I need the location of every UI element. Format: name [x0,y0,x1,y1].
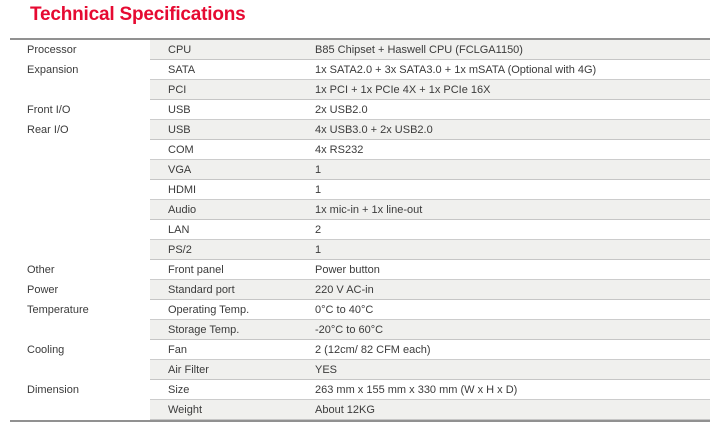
spec-row [10,260,710,280]
row-band [150,200,710,220]
value-cell: YES [315,364,338,376]
value-cell: 1x PCI + 1x PCIe 4X + 1x PCIe 16X [315,84,491,96]
value-cell: B85 Chipset + Haswell CPU (FCLGA1150) [315,44,523,56]
row-band [150,340,710,360]
page-title: Technical Specifications [30,4,246,25]
item-cell: COM [168,144,194,156]
item-cell: Audio [168,204,197,216]
value-cell: 1x mic-in + 1x line-out [315,204,423,216]
category-cell [10,400,150,420]
category-cell: Expansion [10,60,150,80]
row-band [150,240,710,260]
row-band [150,160,710,180]
item-cell: CPU [168,44,192,56]
item-cell: PCI [168,84,187,96]
spec-row [10,340,710,360]
item-cell: Storage Temp. [168,324,240,336]
spec-row [10,280,710,300]
row-band [150,360,710,380]
value-cell: 4x RS232 [315,144,364,156]
category-cell: Dimension [10,380,150,400]
category-cell [10,140,150,160]
item-cell: LAN [168,224,190,236]
spec-row [10,240,710,260]
spec-row [10,100,710,120]
value-cell: 0°C to 40°C [315,304,374,316]
value-cell: 220 V AC-in [315,284,374,296]
row-band [150,260,710,280]
spec-row [10,300,710,320]
item-cell: Fan [168,344,187,356]
spec-table [10,38,710,422]
category-cell [10,180,150,200]
category-cell [10,360,150,380]
value-cell: 1 [315,244,322,256]
item-cell: USB [168,124,191,136]
row-band [150,120,710,140]
row-band [150,40,710,60]
value-cell: 2 [315,224,322,236]
row-band [150,80,710,100]
spec-row [10,120,710,140]
item-cell: Air Filter [168,364,209,376]
value-cell: 1x SATA2.0 + 3x SATA3.0 + 1x mSATA (Optional with 4G) [315,64,597,76]
category-cell [10,200,150,220]
spec-row [10,220,710,240]
value-cell: 1 [315,164,322,176]
category-cell: Processor [10,40,150,60]
item-cell: Operating Temp. [168,304,250,316]
value-cell: 4x USB3.0 + 2x USB2.0 [315,124,433,136]
value-cell: 2 (12cm/ 82 CFM each) [315,344,431,356]
value-cell: About 12KG [315,404,375,416]
spec-row [10,320,710,340]
category-cell [10,320,150,340]
spec-row [10,180,710,200]
category-cell: Power [10,280,150,300]
spec-row [10,80,710,100]
category-cell [10,80,150,100]
value-cell: -20°C to 60°C [315,324,384,336]
value-cell: Power button [315,264,380,276]
item-cell: USB [168,104,191,116]
spec-row [10,360,710,380]
category-cell: Cooling [10,340,150,360]
spec-row [10,40,710,60]
spec-row [10,160,710,180]
spec-row [10,200,710,220]
row-band [150,220,710,240]
item-cell: Size [168,384,190,396]
category-cell [10,240,150,260]
spec-row [10,140,710,160]
spec-row [10,60,710,80]
category-cell: Front I/O [10,100,150,120]
row-band [150,300,710,320]
item-cell: VGA [168,164,192,176]
row-band [150,280,710,300]
category-cell: Other [10,260,150,280]
item-cell: HDMI [168,184,197,196]
category-cell: Rear I/O [10,120,150,140]
item-cell: PS/2 [168,244,192,256]
spec-row [10,380,710,400]
item-cell: Weight [168,404,203,416]
item-cell: Front panel [168,264,224,276]
category-cell [10,160,150,180]
row-band [150,400,710,420]
row-band [150,60,710,80]
row-band [150,320,710,340]
row-band [150,180,710,200]
value-cell: 1 [315,184,322,196]
category-cell [10,220,150,240]
item-cell: SATA [168,64,196,76]
value-cell: 263 mm x 155 mm x 330 mm (W x H x D) [315,384,518,396]
value-cell: 2x USB2.0 [315,104,368,116]
category-cell: Temperature [10,300,150,320]
spec-row [10,400,710,420]
row-band [150,100,710,120]
item-cell: Standard port [168,284,235,296]
row-band [150,380,710,400]
row-band [150,140,710,160]
